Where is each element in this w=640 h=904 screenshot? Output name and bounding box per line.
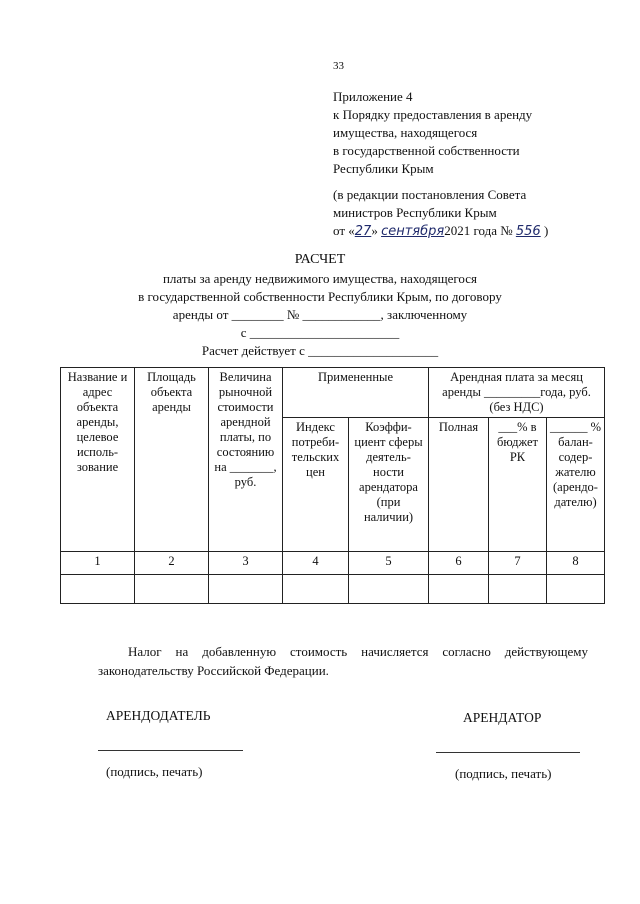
appendix-line: Республики Крым [333, 161, 434, 176]
group-header-rent: Арендная плата за месяц аренды _________года, руб. (без НДС) [429, 368, 605, 418]
edition-line: министров Республики Крым [333, 205, 497, 220]
document-title: РАСЧЕТ [294, 252, 346, 267]
lessor-signature-line [98, 750, 243, 751]
empty-cell [547, 575, 605, 604]
empty-cell [429, 575, 489, 604]
column-number: 4 [283, 552, 349, 575]
col-header-budget: ___% в бюджет РК [489, 418, 547, 552]
edition-line: (в редакции постановления Совета [333, 187, 527, 202]
appendix-line: к Порядку предоставления в аренду [333, 107, 533, 122]
col-header-cpi: Индекс потреби-тельских цен [283, 418, 349, 552]
handwritten-month: сентября [381, 224, 445, 239]
group-header-applied: Примененные [283, 368, 429, 418]
lessor-label: АРЕНДОДАТЕЛЬ [106, 708, 211, 723]
subtitle-line: с _______________________ [240, 325, 400, 340]
empty-cell [61, 575, 135, 604]
document-subtitle [80, 270, 560, 360]
column-number: 2 [135, 552, 209, 575]
lessee-seal-caption: (подпись, печать) [455, 766, 552, 781]
edition-year: 2021 года № [444, 223, 513, 238]
appendix-block [333, 88, 532, 178]
empty-cell [209, 575, 283, 604]
appendix-line: в государственной собственности [333, 143, 520, 158]
column-number: 3 [209, 552, 283, 575]
column-number: 7 [489, 552, 547, 575]
subtitle-line: платы за аренду недвижимого имущества, находящегося [162, 271, 478, 286]
rent-calculation-table [60, 367, 605, 604]
empty-cell [489, 575, 547, 604]
handwritten-number: 556 [515, 224, 541, 239]
edition-date-line [333, 222, 548, 241]
edition-paren-close: ) [543, 223, 549, 238]
col-header-name: Название и адрес объекта аренды, целевое исполь-зование [61, 368, 135, 552]
tax-note: Налог на добавленную стоимость начисляется согласно действующему законодательству Российской Федерации. [98, 644, 588, 678]
edition-from: от « [333, 223, 355, 238]
lessee-signature-line [436, 752, 580, 753]
empty-cell [283, 575, 349, 604]
column-number: 1 [61, 552, 135, 575]
appendix-line: Приложение 4 [333, 89, 413, 104]
subtitle-line: в государственной собственности Республики Крым, по договору [138, 289, 502, 304]
empty-cell [135, 575, 209, 604]
edition-note [333, 186, 548, 241]
empty-cell [349, 575, 429, 604]
column-number: 6 [429, 552, 489, 575]
subtitle-line: Расчет действует с ____________________ [201, 343, 439, 358]
col-header-coefficient: Коэффи-циент сферы деятель-ности арендатора (при наличии) [349, 418, 429, 552]
appendix-line: имущества, находящегося [333, 125, 478, 140]
lessor-seal-caption: (подпись, печать) [106, 764, 203, 779]
column-number: 8 [547, 552, 605, 575]
col-header-market-value: Величина рыночной стоимости арендной платы, по состоянию на _______, руб. [209, 368, 283, 552]
lessee-label: АРЕНДАТОР [463, 710, 542, 725]
col-header-holder: ______ % балан-содер-жателю (арендо-дателю) [547, 418, 605, 552]
page-number: 33 [333, 60, 344, 72]
column-number: 5 [349, 552, 429, 575]
col-header-area: Площадь объекта аренды [135, 368, 209, 552]
col-header-full: Полная [429, 418, 489, 552]
handwritten-day: 27 [354, 224, 372, 239]
edition-quote-close: » [371, 223, 378, 238]
subtitle-line: аренды от ________ № ____________, заключенному [172, 307, 468, 322]
